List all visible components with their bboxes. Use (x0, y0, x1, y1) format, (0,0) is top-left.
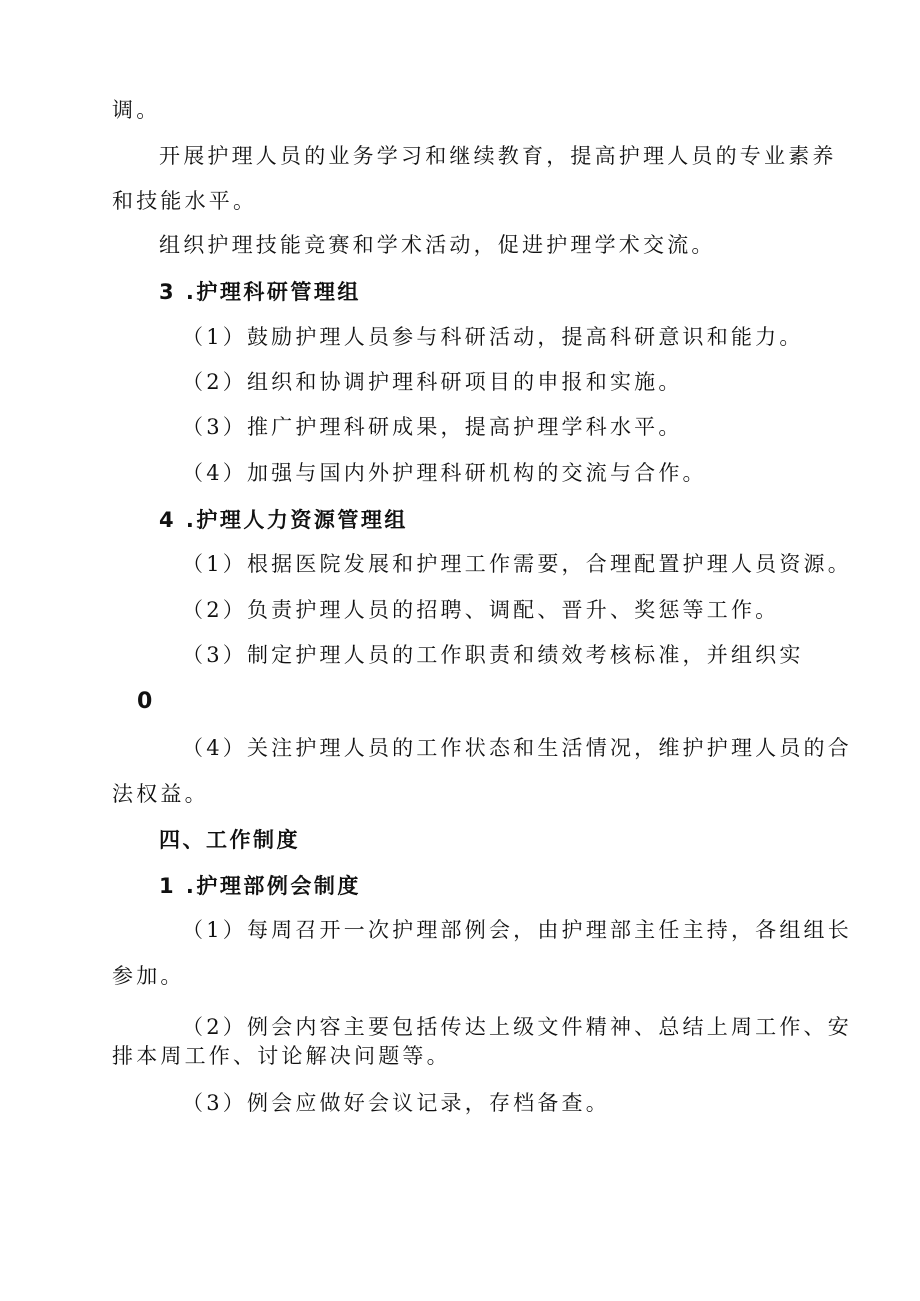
section-heading: 四、工作制度 (159, 828, 300, 852)
text-line: 和技能水平。 (112, 189, 258, 213)
section-heading: 3 .护理科研管理组 (159, 280, 361, 304)
text-line: 开展护理人员的业务学习和继续教育，提高护理人员的专业素养 (159, 144, 837, 168)
list-item: （4）加强与国内外护理科研机构的交流与合作。 (182, 461, 707, 485)
text-line: 排本周工作、讨论解决问题等。 (112, 1044, 451, 1068)
text-line: 调。 (112, 98, 161, 122)
list-item: （1）鼓励护理人员参与科研活动，提高科研意识和能力。 (182, 325, 804, 349)
text-line: 参加。 (112, 964, 185, 988)
list-item: （2）负责护理人员的招聘、调配、晋升、奖惩等工作。 (182, 598, 780, 622)
text-line: 组织护理技能竞赛和学术活动，促进护理学术交流。 (159, 233, 716, 257)
text-line: 0 (137, 689, 156, 714)
section-heading: 1 .护理部例会制度 (159, 874, 361, 898)
list-item: （1）根据医院发展和护理工作需要，合理配置护理人员资源。 (182, 552, 852, 576)
list-item: （4）关注护理人员的工作状态和生活情况，维护护理人员的合 (182, 736, 852, 760)
text-line: 法权益。 (112, 782, 209, 806)
list-item: （3）例会应做好会议记录，存档备查。 (182, 1091, 610, 1115)
list-item: （3）推广护理科研成果，提高护理学科水平。 (182, 415, 683, 439)
section-heading: 4 .护理人力资源管理组 (159, 508, 408, 532)
list-item: （1）每周召开一次护理部例会，由护理部主任主持，各组组长 (182, 918, 852, 942)
list-item: （2）组织和协调护理科研项目的申报和实施。 (182, 370, 683, 394)
list-item: （3）制定护理人员的工作职责和绩效考核标准，并组织实 (182, 643, 804, 667)
list-item: （2）例会内容主要包括传达上级文件精神、总结上周工作、安 (182, 1015, 852, 1039)
